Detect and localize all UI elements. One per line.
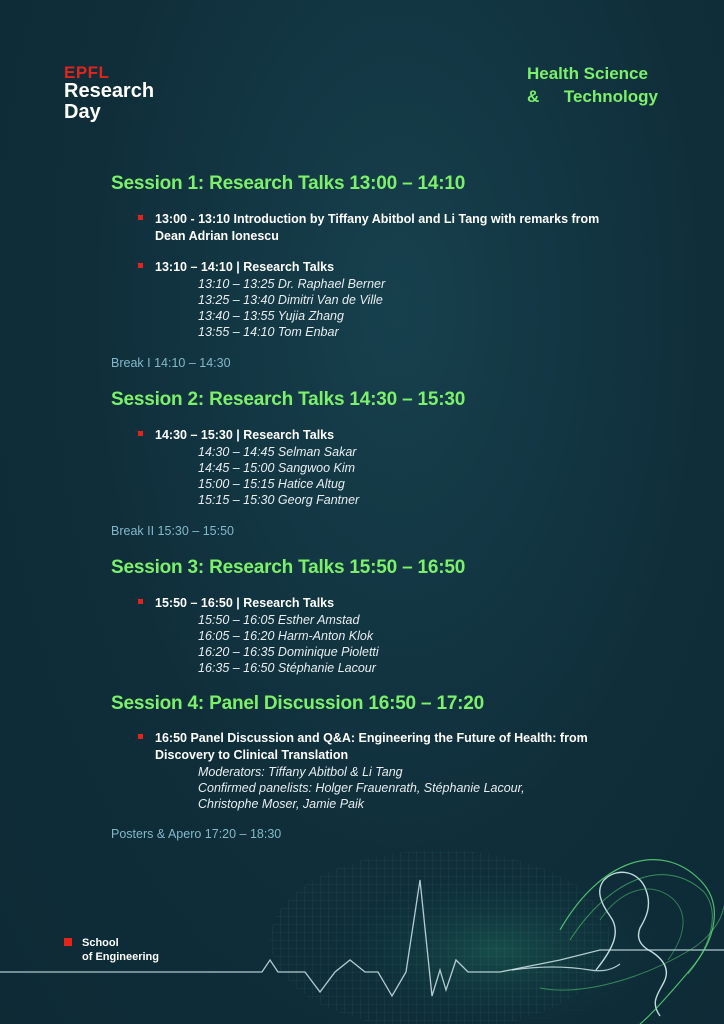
break-1: Break I 14:10 – 14:30 <box>111 356 231 370</box>
bullet-icon <box>138 734 143 739</box>
talk-entry: 14:45 – 15:00 Sangwoo Kim <box>198 461 356 475</box>
item-title: 13:00 - 13:10 Introduction by Tiffany Abitbol and Li Tang with remarks from Dean Adrian Ionescu <box>155 212 600 243</box>
talk-list <box>198 276 618 340</box>
session-1-item-2 <box>138 259 618 340</box>
talk-entry: 15:15 – 15:30 Georg Fantner <box>198 493 360 507</box>
break-2: Break II 15:30 – 15:50 <box>111 524 235 538</box>
bullet-icon <box>138 263 143 268</box>
session-1-item-1 <box>138 211 618 245</box>
bullet-icon <box>138 599 143 604</box>
session-2-item-1 <box>138 427 618 508</box>
session-4-title: Session 4: Panel Discussion 16:50 – 17:20 <box>111 693 485 714</box>
talk-entry: 13:10 – 13:25 Dr. Raphael Berner <box>198 277 386 291</box>
topic-line-2 <box>527 85 658 108</box>
school-line-1: School <box>82 937 119 949</box>
bullet-icon <box>138 215 143 220</box>
logo-line-1: Research <box>64 80 155 102</box>
logo-mark: EPFL <box>64 63 110 82</box>
panel-details <box>198 764 618 812</box>
item-title: 15:50 – 16:50 | Research Talks <box>155 596 335 610</box>
topic-line-2-text: Technology <box>563 87 658 106</box>
topic-heading <box>527 62 658 108</box>
talk-entry: 13:25 – 13:40 Dimitri Van de Ville <box>198 293 383 307</box>
session-1-title: Session 1: Research Talks 13:00 – 14:10 <box>111 173 466 194</box>
talk-entry: 14:30 – 14:45 Selman Sakar <box>198 445 357 459</box>
item-title: 13:10 – 14:10 | Research Talks <box>155 260 335 274</box>
session-4-item-1 <box>138 730 618 812</box>
talk-entry: 15:50 – 16:05 Esther Amstad <box>198 613 360 627</box>
moderators: Moderators: Tiffany Abitbol & Li Tang <box>198 765 403 779</box>
talk-entry: 13:40 – 13:55 Yujia Zhang <box>198 309 344 323</box>
talk-entry: 16:35 – 16:50 Stéphanie Lacour <box>198 661 376 675</box>
red-square-icon <box>64 938 72 946</box>
school-line-2: of Engineering <box>82 951 159 963</box>
epfl-logo <box>64 64 154 123</box>
talk-entry: 13:55 – 14:10 Tom Enbar <box>198 325 339 339</box>
logo-line-2: Day <box>64 101 101 123</box>
session-3-title: Session 3: Research Talks 15:50 – 16:50 <box>111 557 466 578</box>
item-title: 16:50 Panel Discussion and Q&A: Engineering the Future of Health: from Discovery to Clinical Translation <box>155 731 588 762</box>
session-2-title: Session 2: Research Talks 14:30 – 15:30 <box>111 389 466 410</box>
topic-ampersand: & <box>527 87 540 106</box>
talk-entry: 16:05 – 16:20 Harm-Anton Klok <box>198 629 374 643</box>
bullet-icon <box>138 431 143 436</box>
school-label <box>64 936 159 964</box>
posters-apero: Posters & Apero 17:20 – 18:30 <box>111 827 282 841</box>
panelists-line-2: Christophe Moser, Jamie Paik <box>198 797 365 811</box>
talk-list <box>198 444 618 508</box>
talk-entry: 16:20 – 16:35 Dominique Pioletti <box>198 645 379 659</box>
item-title: 14:30 – 15:30 | Research Talks <box>155 428 335 442</box>
panelists-line-1: Confirmed panelists: Holger Frauenrath, Stéphanie Lacour, <box>198 781 525 795</box>
topic-line-1: Health Science <box>527 64 648 83</box>
talk-list <box>198 612 618 676</box>
talk-entry: 15:00 – 15:15 Hatice Altug <box>198 477 345 491</box>
session-3-item-1 <box>138 595 618 676</box>
